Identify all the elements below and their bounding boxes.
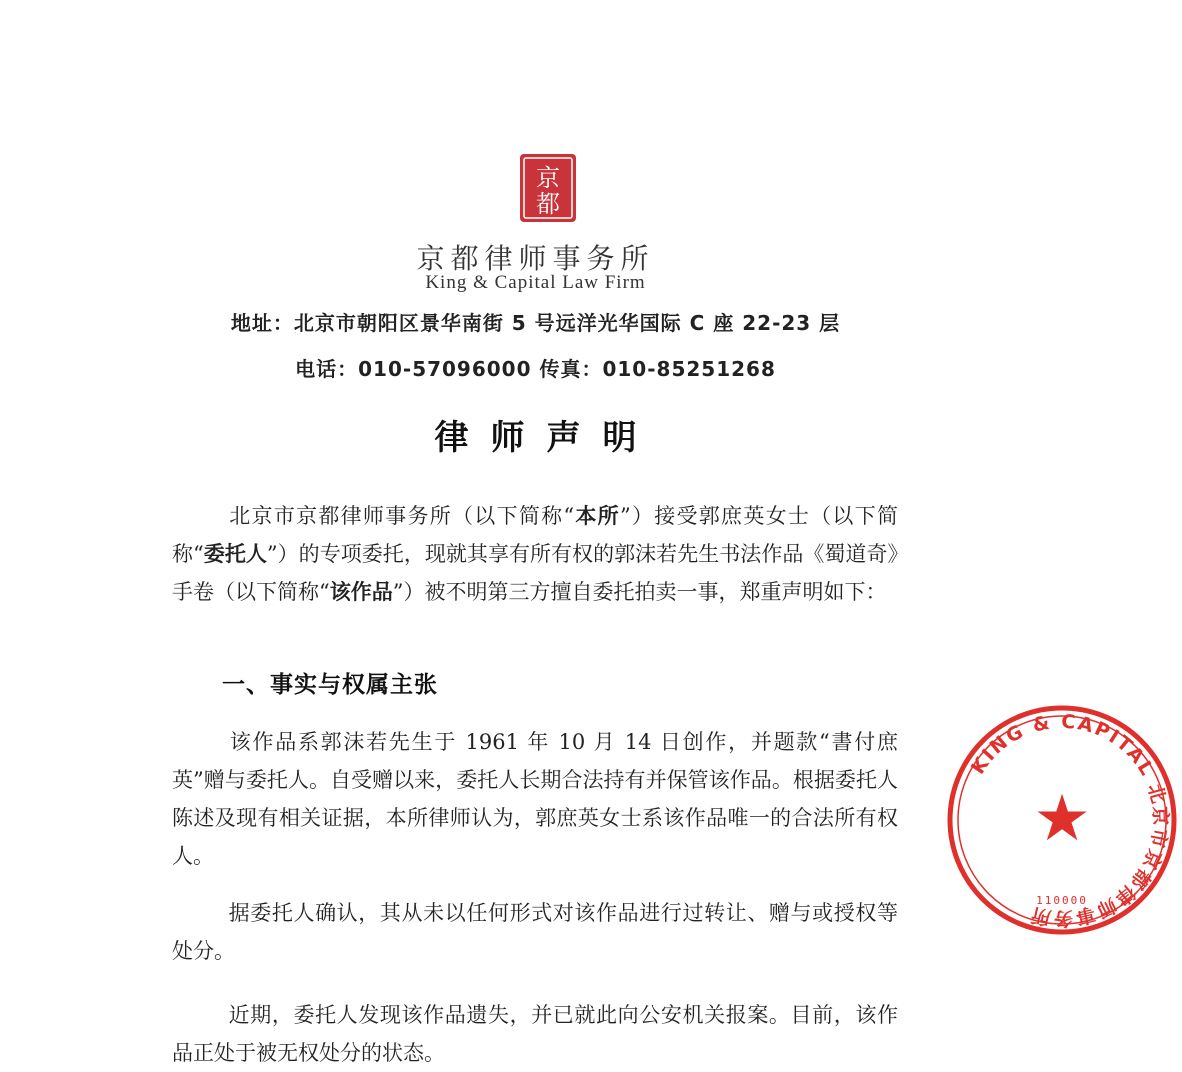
- p1-text-1: 北京市京都律师事务所（以下简称“: [228, 504, 575, 528]
- p1-bold-2: 委托人: [203, 542, 267, 566]
- p4-text: 近期，委托人发现该作品遗失，并已就此向公安机关报案。目前，该作品正处于被无权处分的状态。: [172, 1003, 898, 1065]
- firm-name-en: King & Capital Law Firm: [425, 272, 646, 293]
- p1-bold-1: 本所: [574, 504, 620, 528]
- p1-text-4: ”）被不明第三方擅自委托拍卖一事，郑重声明如下：: [392, 580, 887, 604]
- p1-bold-3: 该作品: [329, 580, 393, 604]
- p1-text-3: ”）的专项委托，现就其享有所有权的郭沫若先生书法作品《蜀道奇》手卷（以下简称“: [172, 542, 898, 604]
- seal-char-1: 京: [536, 164, 560, 192]
- p3-text: 据委托人确认，其从未以任何形式对该作品进行过转让、赠与或授权等处分。: [172, 901, 898, 963]
- p2-text: 该作品系郭沫若先生于 1961 年 10 月 14 日创作，并题款“書付庶英”赠与委托人。自受赠以来，委托人长期合法持有并保管该作品。根据委托人陈述及现有相关证据，本所律师认为，郭庶英女士系该作品唯一的合法所有权人。: [172, 730, 898, 868]
- seal-char-2: 都: [536, 190, 560, 218]
- paragraph-facts: [172, 723, 898, 875]
- document-title: 律师声明: [434, 418, 659, 458]
- firm-contact: 电话：010-57096000 传真：010-85251268: [295, 357, 776, 381]
- stamp-ring-text: KING & CAPITAL 北京市京都律师事务所: [966, 710, 1172, 930]
- firm-name-cn: 京都律师事务所: [416, 242, 655, 275]
- stamp-number: 110000: [1036, 894, 1088, 907]
- section-heading-1: 一、事实与权属主张: [222, 672, 438, 698]
- paragraph-intro: [172, 497, 898, 611]
- p1-text-2: ”）接受郭庶英女士（以下简称“: [172, 504, 898, 566]
- firm-address: 地址：北京市朝阳区景华南街 5 号远洋光华国际 C 座 22-23 层: [230, 311, 841, 335]
- paragraph-status: [172, 996, 898, 1072]
- stamp-star-icon: ★: [1033, 782, 1091, 856]
- official-stamp: [942, 700, 1182, 940]
- firm-seal-logo: [518, 152, 578, 224]
- paragraph-confirmation: [172, 894, 898, 970]
